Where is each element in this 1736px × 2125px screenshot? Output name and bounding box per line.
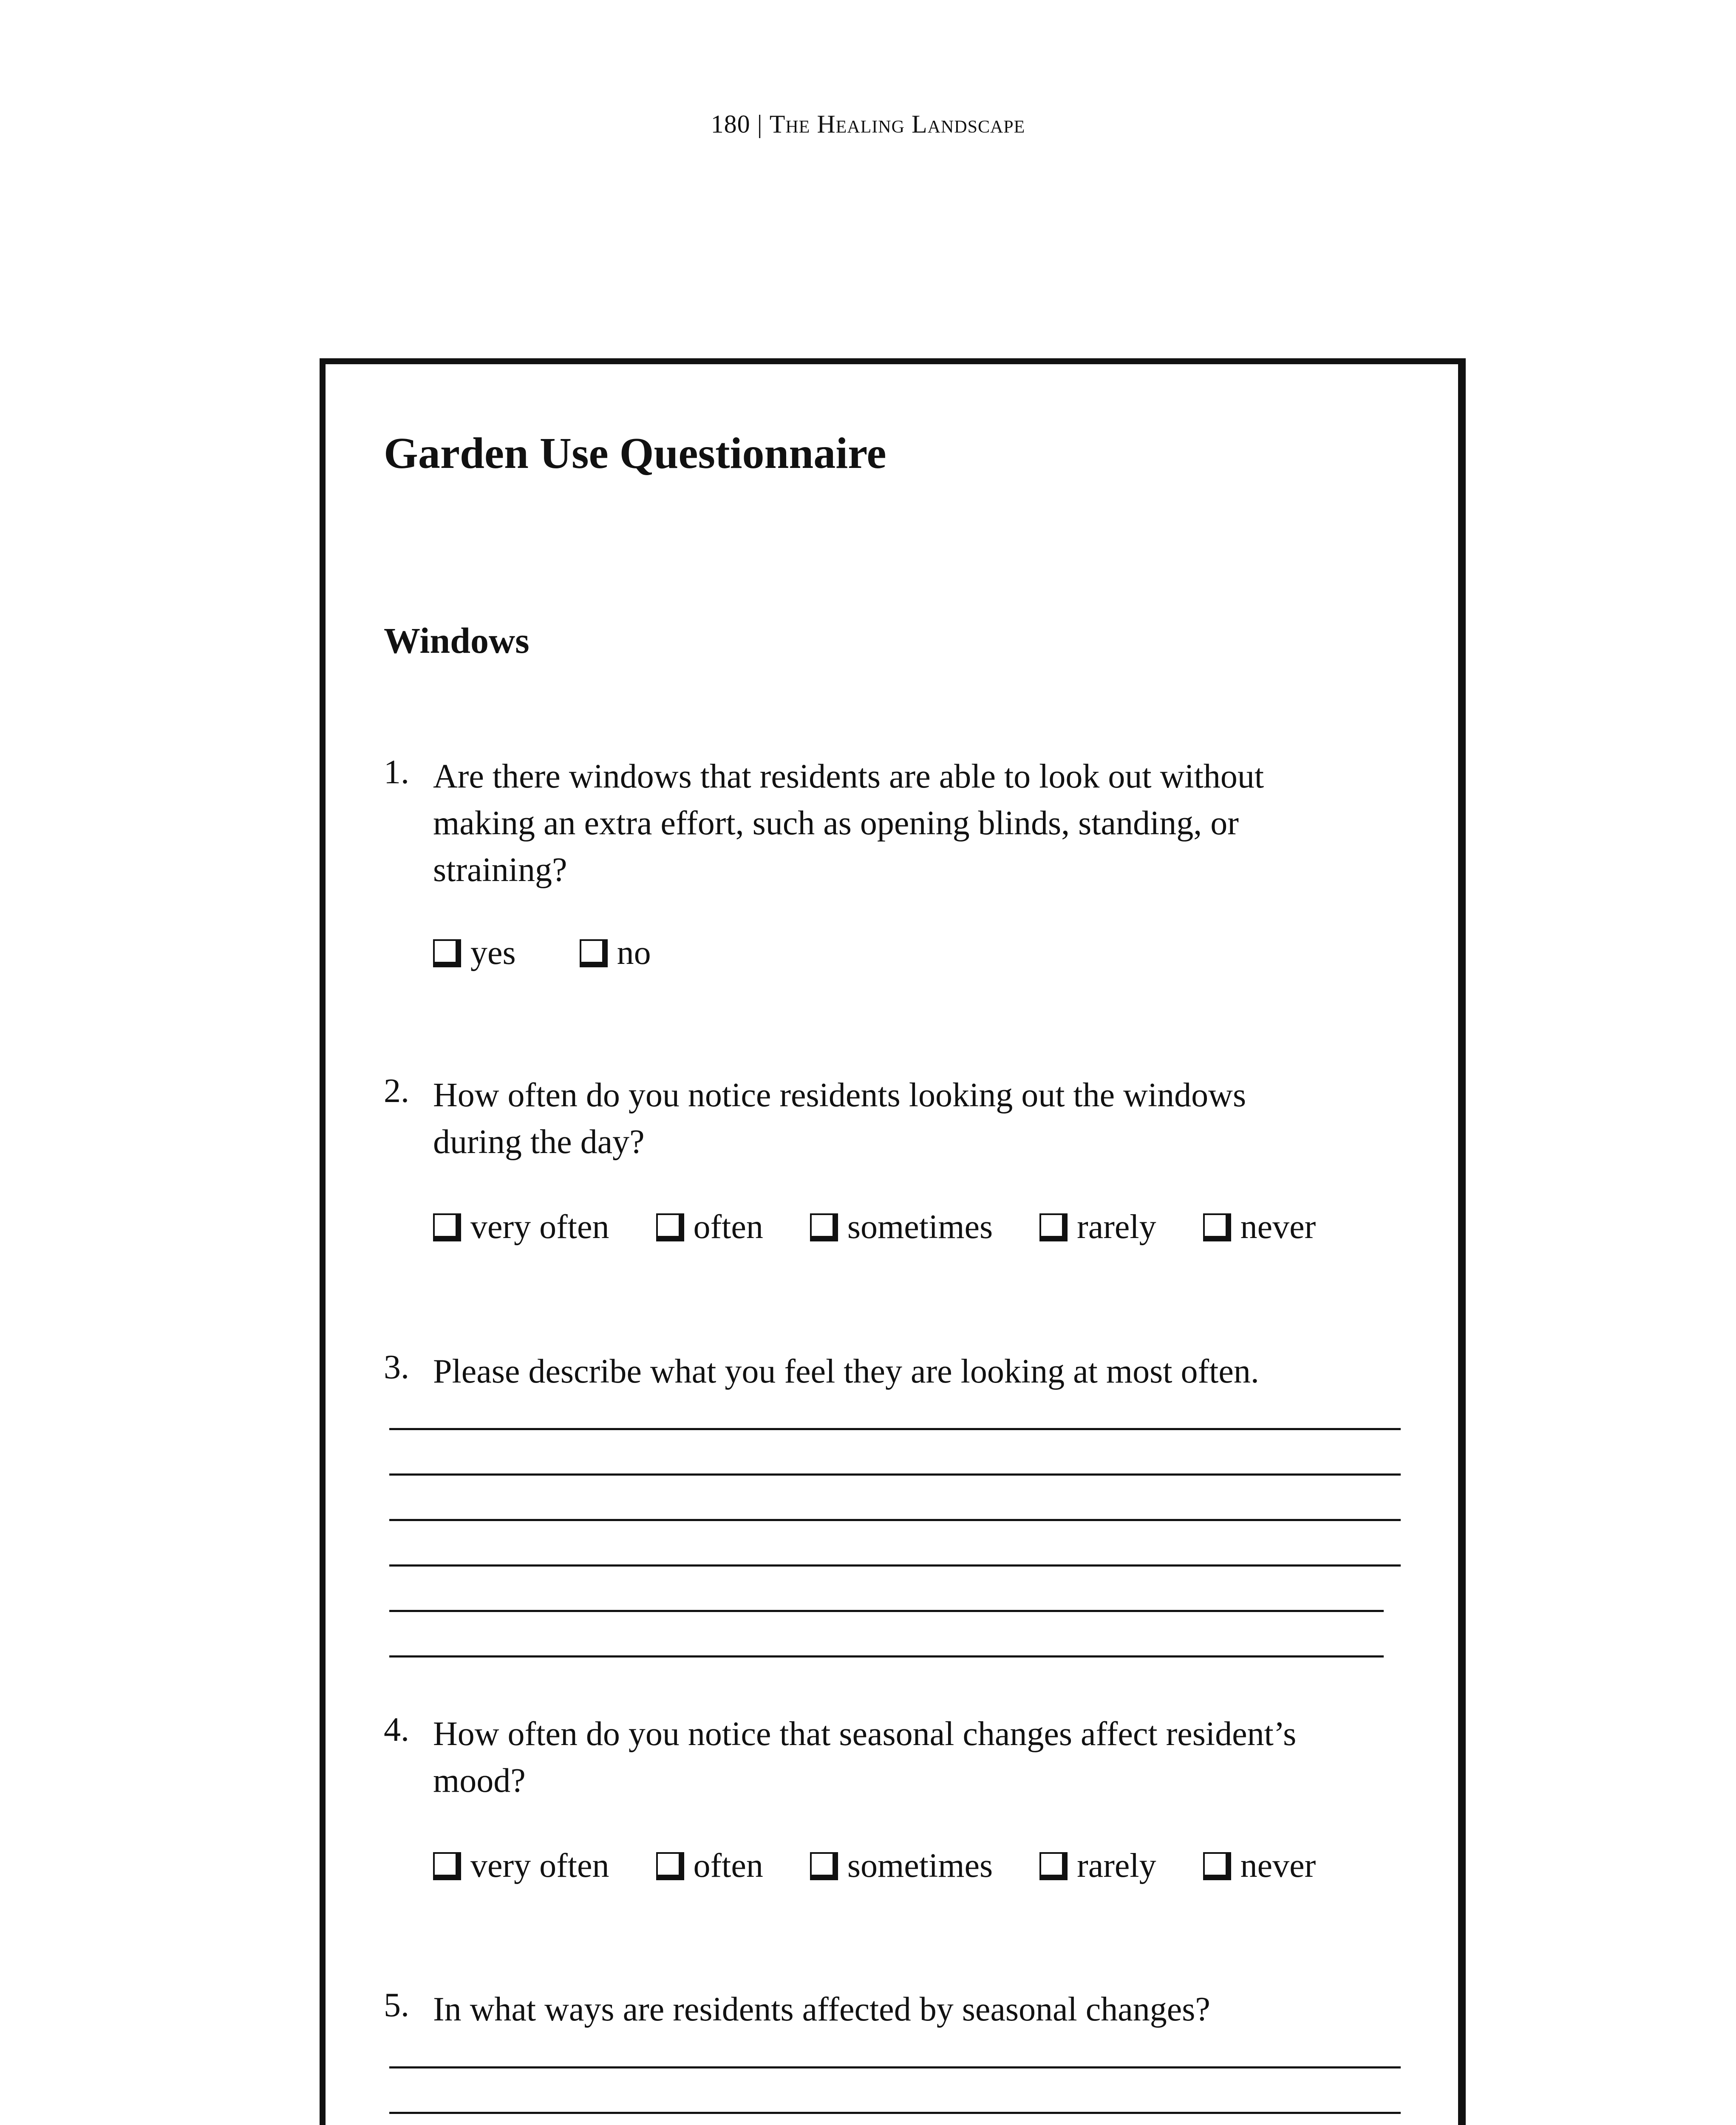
checkbox[interactable] <box>1039 1213 1068 1241</box>
option-label: very often <box>470 1208 609 1246</box>
option-yes[interactable] <box>433 934 516 972</box>
checkbox[interactable] <box>580 939 608 967</box>
option-rarely[interactable] <box>1039 1847 1156 1885</box>
option-label: often <box>693 1847 763 1884</box>
option-label: sometimes <box>847 1208 993 1246</box>
option-label: yes <box>470 934 516 972</box>
option-often[interactable] <box>656 1847 763 1885</box>
question-1-number: 1. <box>384 754 409 791</box>
checkbox[interactable] <box>656 1852 684 1880</box>
questionnaire-frame <box>320 358 1466 2125</box>
checkbox[interactable] <box>656 1213 684 1241</box>
header-separator: | <box>757 110 763 138</box>
running-head <box>0 110 1736 139</box>
question-5-line: In what ways are residents affected by seasonal changes? <box>433 1991 1210 2028</box>
question-2-text <box>433 1072 1368 1165</box>
question-1-text <box>433 753 1368 893</box>
option-very-often[interactable] <box>433 1208 609 1247</box>
book-title: The Healing Landscape <box>769 110 1025 138</box>
question-4-text <box>433 1711 1368 1804</box>
question-4-line: How often do you notice that seasonal changes affect resident’s <box>433 1715 1297 1753</box>
checkbox[interactable] <box>1203 1213 1231 1241</box>
question-2-number: 2. <box>384 1072 409 1110</box>
answer-line[interactable] <box>389 1428 1401 1430</box>
checkbox[interactable] <box>433 1213 461 1241</box>
page-number: 180 <box>711 110 750 138</box>
option-never[interactable] <box>1203 1208 1316 1247</box>
option-often[interactable] <box>656 1208 763 1247</box>
question-4-number: 4. <box>384 1711 409 1748</box>
answer-line[interactable] <box>389 2066 1401 2068</box>
option-label: sometimes <box>847 1847 993 1884</box>
answer-line[interactable] <box>389 2112 1401 2114</box>
question-5-text <box>433 1986 1368 2033</box>
question-3-text <box>433 1348 1368 1395</box>
option-never[interactable] <box>1203 1847 1316 1885</box>
option-sometimes[interactable] <box>810 1208 993 1247</box>
answer-line[interactable] <box>389 1473 1401 1476</box>
option-label: often <box>693 1208 763 1246</box>
question-2-options <box>433 1208 1316 1247</box>
question-1-line: straining? <box>433 851 567 889</box>
section-heading: Windows <box>384 620 530 661</box>
question-3-line: Please describe what you feel they are looking at most often. <box>433 1353 1259 1390</box>
question-1-options <box>433 934 651 972</box>
form-title: Garden Use Questionnaire <box>384 429 886 478</box>
option-label: never <box>1240 1847 1316 1884</box>
question-2-line: How often do you notice residents looking out the windows <box>433 1077 1246 1114</box>
option-label: rarely <box>1077 1847 1156 1884</box>
answer-line[interactable] <box>389 1564 1401 1567</box>
answer-line[interactable] <box>389 1519 1401 1521</box>
question-5-number: 5. <box>384 1986 409 2024</box>
option-very-often[interactable] <box>433 1847 609 1885</box>
checkbox[interactable] <box>810 1213 838 1241</box>
question-4-options <box>433 1847 1316 1885</box>
option-label: very often <box>470 1847 609 1884</box>
option-rarely[interactable] <box>1039 1208 1156 1247</box>
answer-line[interactable] <box>389 1655 1384 1658</box>
question-4-line: mood? <box>433 1762 526 1799</box>
checkbox[interactable] <box>1203 1852 1231 1880</box>
option-label: no <box>617 934 651 972</box>
option-no[interactable] <box>580 934 651 972</box>
checkbox[interactable] <box>1039 1852 1068 1880</box>
option-sometimes[interactable] <box>810 1847 993 1885</box>
checkbox[interactable] <box>433 939 461 967</box>
question-1-line: making an extra effort, such as opening blinds, standing, or <box>433 805 1239 842</box>
answer-line[interactable] <box>389 1610 1384 1612</box>
option-label: rarely <box>1077 1208 1156 1246</box>
checkbox[interactable] <box>810 1852 838 1880</box>
option-label: never <box>1240 1208 1316 1246</box>
question-1-line: Are there windows that residents are able to look out without <box>433 758 1264 795</box>
question-3-number: 3. <box>384 1349 409 1386</box>
question-2-line: during the day? <box>433 1123 645 1161</box>
checkbox[interactable] <box>433 1852 461 1880</box>
